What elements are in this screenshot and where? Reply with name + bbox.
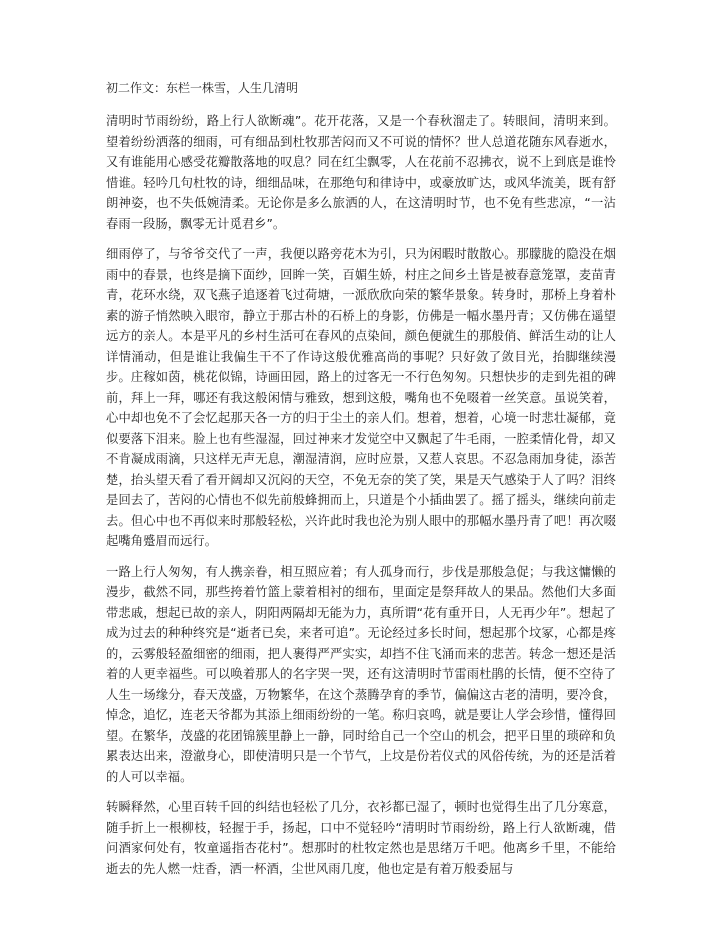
document-page	[106, 80, 616, 889]
document-title: 初二作文：东栏一株雪，人生几清明	[106, 81, 299, 95]
paragraph-2: 细雨停了，与爷爷交代了一声，我便以路旁花木为引，只为闲暇时散散心。那朦胧的隐没在烟雨中的春景，也终是摘下面纱，回眸一笑，百媚生娇，村庄之间乡土皆是被春意笼罩，麦苗青青，花环水绕，双飞燕子追逐着飞过荷塘，一派欣欣向荣的繁华景象。转身时，那桥上身着朴素的游子悄然映入眼帘，静立于那古朴的石桥上的身影，仿佛是一幅水墨丹青；又仿佛在遥望远方的亲人。本是平凡的乡村生活可在春风的点染间，颜色便就生的那般俏、鲜活生动的让人详情涌动，但是谁让我偏生干不了作诗这般优雅高尚的事呢？只好敛了敛目光，抬脚继续漫步。庄稼如茵，桃花似锦，诗画田园，路上的过客无一不行色匆匆。只想快步的走到先祖的碑前，拜上一拜，哪还有我这般闲情与雅致，想到这般，嘴角也不免啜着一丝笑意。虽说笑着，心中却也免不了会忆起那天各一方的归于尘土的亲人们。想着，想着，心境一时悲壮凝郁，竟似要落下泪来。脸上也有些湿湿，回过神来才发觉空中又飘起了牛毛雨，一腔柔情化骨，却又不肯凝成雨滴，只这样无声无息，潮湿清润，应时应景，又惹人哀思。不忍急雨加身徒，添苦楚，抬头望天看了看开阔却又沉闷的天空，不免无奈的笑了笑，果是天气感染于人了吗？泪终是回去了，苦闷的心情也不似先前般蜂拥而上，只道是个小插曲罢了。摇了摇头，继续向前走去。但心中也不再似来时那般轻松，兴许此时我也沦为别人眼中的那幅水墨丹青了吧！再次啜起嘴角蹙眉而远行。	[106, 247, 616, 548]
paragraph-4: 转瞬释然，心里百转千回的纠结也轻松了几分，衣衫都已湿了，顿时也觉得生出了几分寒意，随手折上一根柳枝，轻握于手，扬起，口中不觉轻吟“清明时节雨纷纷，路上行人欲断魂，借问酒家何处有，牧童遥指杏花村”。想那时的杜牧定然也是思绪万千吧。他离乡千里，不能给逝去的先人燃一炷香，洒一杯酒，尘世风雨几度，他也定是有着万般委屈与	[106, 800, 616, 876]
paragraph-3: 一路上行人匆匆，有人携亲眷，相互照应着；有人孤身而行，步伐是那般急促；与我这慵懒的漫步，截然不同，那些挎着竹篮上蒙着相衬的细布，里面定是祭拜故人的果品。然他们大多面带悲戚，想起已故的亲人，阴阳两隔却无能为力，真所谓“花有重开日，人无再少年”。想起了成为过去的种种终究是“逝者已矣，来者可追”。无论经过多长时间，想起那个坟冢，心都是疼的，云雾般轻盈细密的细雨，把人裹得严严实实，却挡不住飞涌而来的悲苦。转念一想还是活着的人更幸福些。可以唤着那人的名字哭一哭，还有这清明时节雷雨杜鹃的长情，便不空待了人生一场缘分，春天茂盛，万物繁华，在这个蒸腾孕育的季节，偏偏这古老的清明，要冷食，悼念，追忆，连老天爷都为其添上细雨纷纷的一笔。称归哀鸣，就是要让人学会珍惜，懂得回望。在繁华，茂盛的花团锦簇里静上一静，同时给自己一个空山的机会，把平日里的琐碎和负累表达出来，澄澈身心，即使清明只是一个节气，上坟是份若仪式的风俗传统，为的还是活着的人可以幸福。	[106, 564, 616, 784]
paragraph-1: 清明时节雨纷纷，路上行人欲断魂”。花开花落，又是一个春秋溜走了。转眼间，清明来到。望着纷纷洒落的细雨，可有细品到杜牧那苦闷而又不可说的情怀？世人总道花随东风春逝水，又有谁能用心感受花瓣散落地的叹息？同在红尘飘零，人在花前不忍拂衣，说不上到底是谁怜惜谁。轻吟几句杜牧的诗，细细品味，在那绝句和律诗中，或豪放旷达，或风华流美，既有舒朗神姿，也不失低婉清柔。无论你是多么旅洒的人，在这清明时节，也不免有些悲凉，“一沾春雨一段肠，飘零无计觅君乡”。	[106, 114, 616, 231]
